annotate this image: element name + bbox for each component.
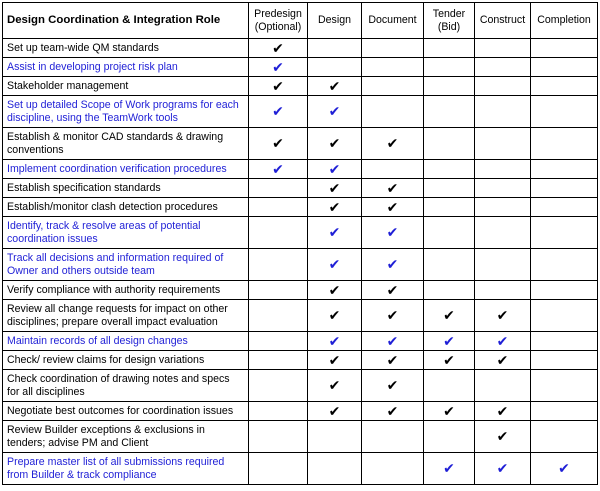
phase-check-cell xyxy=(475,58,531,77)
table-row xyxy=(3,351,598,370)
checkmark-icon: ✔ xyxy=(328,377,341,393)
phase-check-cell xyxy=(531,128,598,160)
table-row xyxy=(3,39,598,58)
phase-check-cell xyxy=(531,217,598,249)
checkmark-icon: ✔ xyxy=(443,351,455,368)
phase-check-cell xyxy=(424,370,475,402)
phase-check-cell xyxy=(249,179,308,198)
table-row xyxy=(3,332,598,351)
phase-check-cell xyxy=(308,77,362,96)
phase-check-cell xyxy=(308,198,362,217)
checkmark-icon: ✔ xyxy=(386,281,399,298)
task-cell: Check/ review claims for design variations xyxy=(3,351,249,370)
checkmark-icon: ✔ xyxy=(386,402,399,419)
design-coordination-role-table xyxy=(2,2,598,485)
phase-check-cell xyxy=(531,58,598,77)
phase-check-cell xyxy=(362,128,424,160)
phase-check-cell xyxy=(249,453,308,485)
phase-check-cell xyxy=(424,351,475,370)
table-row xyxy=(3,249,598,281)
task-cell: Establish specification standards xyxy=(3,179,249,198)
phase-check-cell xyxy=(475,77,531,96)
checkmark-icon: ✔ xyxy=(443,307,455,323)
phase-check-cell xyxy=(424,217,475,249)
task-cell: Verify compliance with authority requirements xyxy=(3,281,249,300)
phase-check-cell xyxy=(308,332,362,351)
phase-check-cell xyxy=(249,351,308,370)
checkmark-icon: ✔ xyxy=(386,256,399,272)
phase-check-cell xyxy=(249,402,308,421)
checkmark-icon: ✔ xyxy=(386,377,399,393)
phase-check-cell xyxy=(424,77,475,96)
task-cell: Review all change requests for impact on other disciplines; prepare overall impact evaluation xyxy=(3,300,249,332)
task-cell: Negotiate best outcomes for coordination issues xyxy=(3,402,249,421)
phase-check-cell xyxy=(249,96,308,128)
phase-check-cell xyxy=(308,128,362,160)
phase-check-cell xyxy=(531,39,598,58)
phase-check-cell xyxy=(531,421,598,453)
checkmark-icon: ✔ xyxy=(328,103,341,119)
phase-check-cell xyxy=(362,332,424,351)
phase-header-construct xyxy=(475,3,531,39)
checkmark-icon: ✔ xyxy=(443,332,455,349)
phase-check-cell xyxy=(475,402,531,421)
table-row xyxy=(3,281,598,300)
task-cell: Stakeholder management xyxy=(3,77,249,96)
phase-check-cell xyxy=(249,128,308,160)
phase-check-cell xyxy=(249,421,308,453)
phase-check-cell xyxy=(475,300,531,332)
phase-check-cell xyxy=(362,179,424,198)
phase-check-cell xyxy=(531,77,598,96)
checkmark-icon: ✔ xyxy=(558,460,570,476)
phase-check-cell xyxy=(249,198,308,217)
phase-check-cell xyxy=(249,217,308,249)
checkmark-icon: ✔ xyxy=(496,428,509,444)
checkmark-icon: ✔ xyxy=(496,351,509,368)
task-cell: Maintain records of all design changes xyxy=(3,332,249,351)
phase-check-cell xyxy=(531,370,598,402)
table-row xyxy=(3,58,598,77)
checkmark-icon: ✔ xyxy=(386,307,399,323)
phase-check-cell xyxy=(362,249,424,281)
table-row xyxy=(3,421,598,453)
checkmark-icon: ✔ xyxy=(386,351,399,368)
phase-check-cell xyxy=(531,179,598,198)
phase-check-cell xyxy=(362,198,424,217)
checkmark-icon: ✔ xyxy=(443,402,455,419)
phase-header-design xyxy=(308,3,362,39)
table-title: Design Coordination & Integration Role xyxy=(3,3,249,39)
table-row xyxy=(3,217,598,249)
phase-check-cell xyxy=(424,160,475,179)
checkmark-icon: ✔ xyxy=(272,135,284,151)
phase-check-cell xyxy=(308,370,362,402)
phase-check-cell xyxy=(249,300,308,332)
phase-check-cell xyxy=(475,179,531,198)
phase-check-cell xyxy=(475,421,531,453)
table-row xyxy=(3,453,598,485)
phase-check-cell xyxy=(531,198,598,217)
phase-check-cell xyxy=(308,39,362,58)
task-cell: Establish & monitor CAD standards & drawing conventions xyxy=(3,128,249,160)
phase-header-tender xyxy=(424,3,475,39)
phase-check-cell xyxy=(249,39,308,58)
phase-check-cell xyxy=(475,217,531,249)
phase-check-cell xyxy=(308,453,362,485)
checkmark-icon: ✔ xyxy=(328,402,341,419)
phase-check-cell xyxy=(308,421,362,453)
task-cell: Identify, track & resolve areas of potential coordination issues xyxy=(3,217,249,249)
phase-check-cell xyxy=(308,96,362,128)
phase-check-cell xyxy=(424,453,475,485)
checkmark-icon: ✔ xyxy=(386,332,399,349)
phase-header-line1: Tender xyxy=(432,7,466,20)
phase-check-cell xyxy=(308,249,362,281)
phase-check-cell xyxy=(362,160,424,179)
phase-check-cell xyxy=(424,332,475,351)
phase-check-cell xyxy=(531,300,598,332)
task-cell: Set up detailed Scope of Work programs for each discipline, using the TeamWork tools xyxy=(3,96,249,128)
phase-check-cell xyxy=(475,453,531,485)
phase-header-predesign xyxy=(249,3,308,39)
phase-check-cell xyxy=(531,402,598,421)
checkmark-icon: ✔ xyxy=(328,351,341,368)
task-cell: Review Builder exceptions & exclusions in tenders; advise PM and Client xyxy=(3,421,249,453)
checkmark-icon: ✔ xyxy=(272,160,284,177)
phase-check-cell xyxy=(531,249,598,281)
phase-check-cell xyxy=(308,300,362,332)
table-row xyxy=(3,402,598,421)
checkmark-icon: ✔ xyxy=(496,332,509,349)
checkmark-icon: ✔ xyxy=(386,135,399,151)
phase-check-cell xyxy=(362,300,424,332)
checkmark-icon: ✔ xyxy=(328,307,341,323)
phase-header-line2: (Bid) xyxy=(437,20,461,33)
phase-check-cell xyxy=(424,402,475,421)
checkmark-icon: ✔ xyxy=(272,58,284,75)
header-row xyxy=(3,3,598,39)
phase-check-cell xyxy=(424,96,475,128)
checkmark-icon: ✔ xyxy=(328,224,341,240)
phase-check-cell xyxy=(475,198,531,217)
phase-check-cell xyxy=(308,402,362,421)
checkmark-icon: ✔ xyxy=(496,460,509,476)
table-row xyxy=(3,160,598,179)
phase-check-cell xyxy=(424,249,475,281)
phase-header-line1: Predesign xyxy=(254,7,302,20)
checkmark-icon: ✔ xyxy=(272,103,284,119)
phase-check-cell xyxy=(475,96,531,128)
task-cell: Prepare master list of all submissions required from Builder & track compliance xyxy=(3,453,249,485)
phase-check-cell xyxy=(424,58,475,77)
phase-check-cell xyxy=(531,281,598,300)
phase-check-cell xyxy=(424,179,475,198)
phase-check-cell xyxy=(249,281,308,300)
checkmark-icon: ✔ xyxy=(386,179,399,196)
phase-check-cell xyxy=(475,370,531,402)
table-row xyxy=(3,198,598,217)
phase-check-cell xyxy=(531,160,598,179)
phase-check-cell xyxy=(424,128,475,160)
phase-check-cell xyxy=(475,128,531,160)
phase-check-cell xyxy=(308,351,362,370)
task-cell: Establish/monitor clash detection procedures xyxy=(3,198,249,217)
phase-check-cell xyxy=(531,96,598,128)
phase-check-cell xyxy=(475,249,531,281)
task-cell: Assist in developing project risk plan xyxy=(3,58,249,77)
phase-check-cell xyxy=(531,351,598,370)
table-row xyxy=(3,370,598,402)
phase-check-cell xyxy=(308,179,362,198)
task-cell: Implement coordination verification procedures xyxy=(3,160,249,179)
phase-check-cell xyxy=(362,281,424,300)
phase-check-cell xyxy=(424,39,475,58)
phase-check-cell xyxy=(475,39,531,58)
checkmark-icon: ✔ xyxy=(328,281,341,298)
phase-check-cell xyxy=(362,370,424,402)
phase-check-cell xyxy=(249,249,308,281)
phase-header-completion xyxy=(531,3,598,39)
checkmark-icon: ✔ xyxy=(496,402,509,419)
checkmark-icon: ✔ xyxy=(328,256,341,272)
phase-check-cell xyxy=(424,421,475,453)
phase-check-cell xyxy=(249,370,308,402)
checkmark-icon: ✔ xyxy=(272,39,284,56)
table-row xyxy=(3,77,598,96)
phase-check-cell xyxy=(362,351,424,370)
phase-check-cell xyxy=(249,160,308,179)
task-cell: Set up team-wide QM standards xyxy=(3,39,249,58)
phase-header-line1: Construct xyxy=(479,14,526,26)
phase-check-cell xyxy=(475,160,531,179)
phase-header-line1: Completion xyxy=(537,14,591,26)
phase-check-cell xyxy=(249,58,308,77)
checkmark-icon: ✔ xyxy=(386,224,399,240)
phase-check-cell xyxy=(475,281,531,300)
table-row xyxy=(3,300,598,332)
checkmark-icon: ✔ xyxy=(328,135,341,151)
phase-check-cell xyxy=(362,402,424,421)
phase-check-cell xyxy=(308,217,362,249)
checkmark-icon: ✔ xyxy=(328,179,341,196)
checkmark-icon: ✔ xyxy=(328,160,341,177)
table-body xyxy=(3,39,598,485)
task-cell: Track all decisions and information required of Owner and others outside team xyxy=(3,249,249,281)
table-row xyxy=(3,96,598,128)
checkmark-icon: ✔ xyxy=(272,77,284,94)
phase-check-cell xyxy=(362,39,424,58)
phase-check-cell xyxy=(424,281,475,300)
phase-check-cell xyxy=(308,160,362,179)
phase-check-cell xyxy=(249,77,308,96)
checkmark-icon: ✔ xyxy=(386,198,399,215)
phase-header-line1: Document xyxy=(368,14,417,26)
phase-check-cell xyxy=(475,351,531,370)
phase-check-cell xyxy=(531,453,598,485)
phase-check-cell xyxy=(362,453,424,485)
table-row xyxy=(3,179,598,198)
checkmark-icon: ✔ xyxy=(328,332,341,349)
phase-check-cell xyxy=(308,281,362,300)
phase-check-cell xyxy=(308,58,362,77)
checkmark-icon: ✔ xyxy=(328,198,341,215)
phase-check-cell xyxy=(362,77,424,96)
phase-check-cell xyxy=(362,217,424,249)
phase-check-cell xyxy=(362,58,424,77)
table-row xyxy=(3,128,598,160)
task-cell: Check coordination of drawing notes and specs for all disciplines xyxy=(3,370,249,402)
phase-check-cell xyxy=(362,421,424,453)
phase-header-line1: Design xyxy=(318,14,351,26)
checkmark-icon: ✔ xyxy=(328,77,341,94)
phase-check-cell xyxy=(249,332,308,351)
phase-check-cell xyxy=(424,300,475,332)
phase-check-cell xyxy=(362,96,424,128)
phase-header-line2: (Optional) xyxy=(254,20,302,33)
phase-check-cell xyxy=(424,198,475,217)
phase-check-cell xyxy=(475,332,531,351)
phase-check-cell xyxy=(531,332,598,351)
phase-header-document xyxy=(362,3,424,39)
checkmark-icon: ✔ xyxy=(443,460,455,476)
checkmark-icon: ✔ xyxy=(496,307,509,323)
